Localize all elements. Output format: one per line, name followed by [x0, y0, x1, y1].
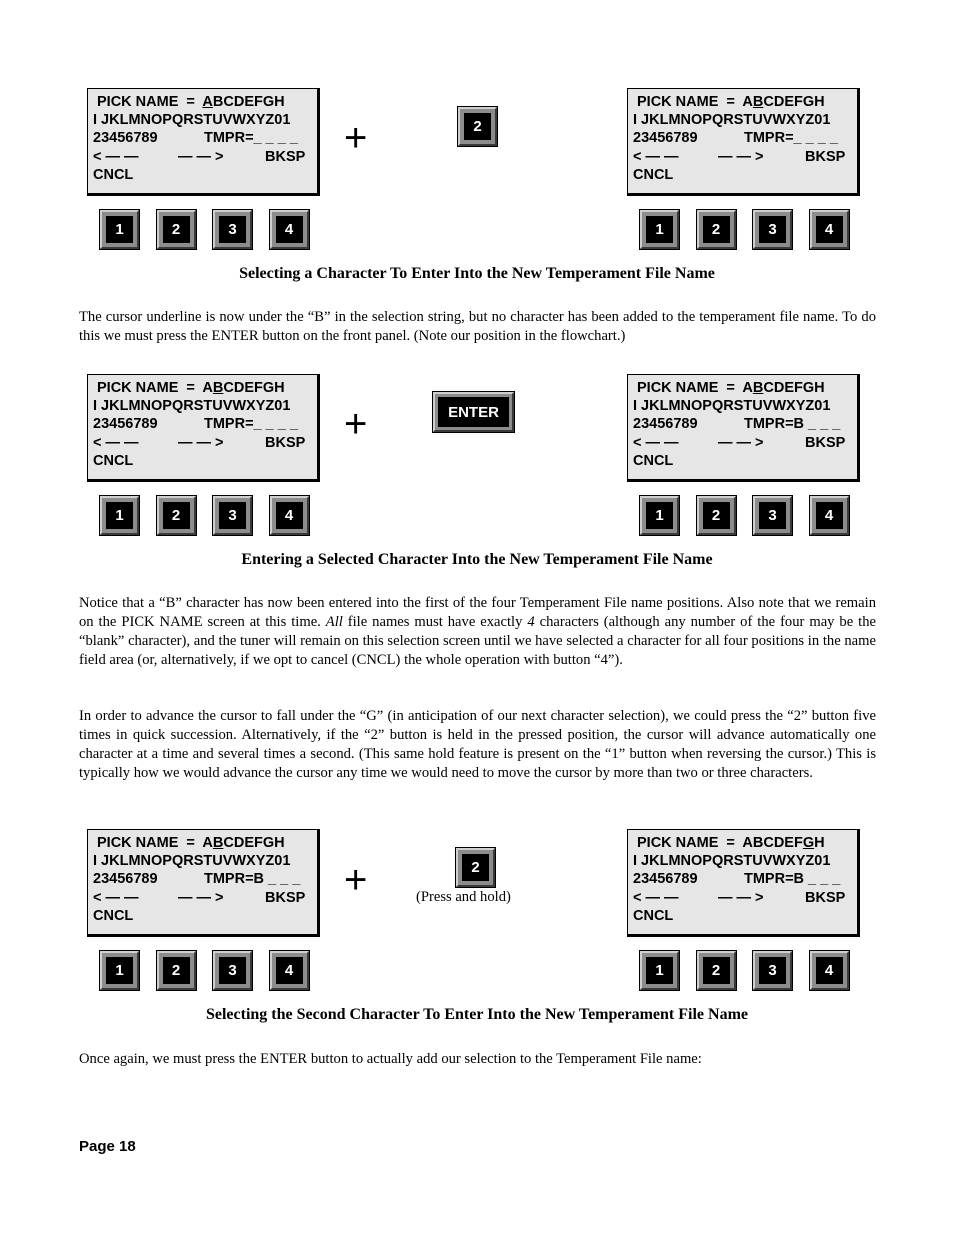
lcd-char-after-cursor: CDEFGH [763, 380, 825, 396]
keypad-button-4[interactable]: 4 [270, 951, 309, 990]
lcd-letters: I JKLMNOPQRSTUVWXYZ01 [93, 112, 291, 129]
figure-caption: Entering a Selected Character Into the New Temperament File Name [241, 551, 713, 568]
lcd-row-pick-name [93, 834, 317, 852]
plus-sign: + [344, 402, 368, 446]
lcd-tmpr-field: TMPR=_ _ _ _ [204, 130, 298, 147]
lcd-cncl: CNCL [93, 907, 134, 924]
lcd-nav-left: < — — [93, 889, 139, 906]
lcd-nav-left: < — — [93, 434, 139, 451]
lcd-char-after-cursor: CDEFGH [223, 380, 285, 396]
lcd-bksp: BKSP [265, 434, 306, 451]
lcd-row-numbers [93, 870, 317, 888]
lcd-row-letters [93, 397, 317, 415]
enter-button[interactable]: ENTER [433, 392, 514, 432]
keypad-button-3[interactable]: 3 [753, 951, 792, 990]
lcd-row-cancel [633, 166, 857, 184]
lcd-row-pick-name [93, 93, 317, 111]
keypad-button-3[interactable]: 3 [753, 210, 792, 249]
keypad-button-2[interactable]: 2 [697, 210, 736, 249]
lcd-row-nav [633, 889, 857, 907]
lcd-bksp: BKSP [805, 889, 846, 906]
lcd-display-after [627, 374, 860, 482]
lcd-cncl: CNCL [633, 907, 674, 924]
lcd-nav-left: < — — [633, 889, 679, 906]
lcd-row-numbers [93, 129, 317, 147]
lcd-row-numbers [633, 415, 857, 433]
button-2[interactable]: 2 [456, 848, 495, 887]
lcd-char-before-cursor: ABCDEF [742, 835, 803, 851]
keypad-button-2[interactable]: 2 [697, 496, 736, 535]
lcd-row-letters [93, 852, 317, 870]
paragraph: Notice that a “B” character has now been entered into the first of the four Temperament File name positions. Also note that we remain on the PICK NAME screen at this time. All file names must have exactly 4 characters (although any number of the four may be the “blank” character), and the tuner will remain on this selection screen until we have selected a character for all four positions in the name field area (or, alternatively, if we opt to cancel (CNCL) the whole operation with button “4”). [79, 595, 876, 669]
lcd-cncl: CNCL [93, 452, 134, 469]
lcd-numbers: 23456789 [93, 871, 158, 888]
keypad-button-4[interactable]: 4 [270, 496, 309, 535]
lcd-row-numbers [93, 415, 317, 433]
keypad-button-1[interactable]: 1 [100, 210, 139, 249]
lcd-pick-label: PICK NAME = [637, 835, 743, 851]
lcd-char-after-cursor: H [814, 835, 825, 851]
lcd-nav-left: < — — [633, 434, 679, 451]
lcd-tmpr-field: TMPR=B _ _ _ [204, 871, 301, 888]
lcd-row-letters [633, 852, 857, 870]
keypad-button-1[interactable]: 1 [640, 210, 679, 249]
lcd-char-after-cursor: BCDEFGH [212, 94, 285, 110]
lcd-cncl: CNCL [633, 452, 674, 469]
lcd-cursor-char: G [802, 835, 815, 851]
plus-sign: + [344, 858, 368, 902]
lcd-char-before-cursor: A [742, 380, 753, 396]
lcd-letters: I JKLMNOPQRSTUVWXYZ01 [93, 853, 291, 870]
keypad-button-4[interactable]: 4 [270, 210, 309, 249]
lcd-letters: I JKLMNOPQRSTUVWXYZ01 [93, 398, 291, 415]
keypad-button-3[interactable]: 3 [753, 496, 792, 535]
keypad-button-1[interactable]: 1 [640, 496, 679, 535]
lcd-letters: I JKLMNOPQRSTUVWXYZ01 [633, 112, 831, 129]
lcd-bksp: BKSP [805, 434, 846, 451]
lcd-row-letters [633, 111, 857, 129]
lcd-row-nav [93, 889, 317, 907]
lcd-pick-label: PICK NAME = [97, 94, 203, 110]
lcd-row-pick-name [93, 379, 317, 397]
press-and-hold-note: (Press and hold) [416, 889, 511, 905]
paragraph: The cursor underline is now under the “B” in the selection string, but no character has been added to the temperament file name. To do this we must press the ENTER button on the front panel. (Note our position in the flowchart.) [79, 309, 876, 345]
lcd-nav-right: — — > [178, 889, 224, 906]
lcd-row-letters [633, 397, 857, 415]
lcd-char-before-cursor: A [202, 835, 213, 851]
lcd-numbers: 23456789 [633, 130, 698, 147]
keypad-button-1[interactable]: 1 [640, 951, 679, 990]
lcd-row-nav [633, 148, 857, 166]
lcd-tmpr-field: TMPR=_ _ _ _ [204, 416, 298, 433]
lcd-nav-right: — — > [178, 148, 224, 165]
lcd-bksp: BKSP [265, 148, 306, 165]
figure-caption: Selecting the Second Character To Enter Into the New Temperament File Name [205, 1006, 748, 1023]
lcd-pick-label: PICK NAME = [97, 380, 203, 396]
keypad-button-3[interactable]: 3 [213, 496, 252, 535]
lcd-row-pick-name [633, 834, 857, 852]
keypad-button-4[interactable]: 4 [810, 951, 849, 990]
lcd-cncl: CNCL [93, 166, 134, 183]
figure-caption: Selecting a Character To Enter Into the New Temperament File Name [239, 265, 715, 282]
paragraph: In order to advance the cursor to fall under the “G” (in anticipation of our next character selection), we could press the “2” button five times in quick succession. Alternatively, if the “2” button is held in the pressed position, the cursor will advance automatically one character at a time and several times a second. (This same hold feature is present on the “1” button when reversing the cursor.) This is typically how we would advance the cursor any time we would need to move the cursor by more than two or three characters. [79, 708, 876, 782]
lcd-nav-right: — — > [178, 434, 224, 451]
lcd-numbers: 23456789 [633, 416, 698, 433]
lcd-char-before-cursor: A [742, 94, 753, 110]
lcd-row-pick-name [633, 93, 857, 111]
lcd-nav-left: < — — [93, 148, 139, 165]
lcd-bksp: BKSP [265, 889, 306, 906]
keypad-button-4[interactable]: 4 [810, 496, 849, 535]
lcd-row-cancel [93, 166, 317, 184]
lcd-numbers: 23456789 [633, 871, 698, 888]
lcd-row-cancel [93, 907, 317, 925]
keypad-button-3[interactable]: 3 [213, 951, 252, 990]
lcd-row-cancel [633, 907, 857, 925]
lcd-tmpr-field: TMPR=B _ _ _ [744, 416, 841, 433]
lcd-pick-label: PICK NAME = [637, 94, 743, 110]
lcd-tmpr-field: TMPR=B _ _ _ [744, 871, 841, 888]
lcd-cursor-char: A [202, 94, 213, 110]
lcd-pick-label: PICK NAME = [97, 835, 203, 851]
button-2[interactable]: 2 [458, 107, 497, 146]
keypad-button-3[interactable]: 3 [213, 210, 252, 249]
lcd-letters: I JKLMNOPQRSTUVWXYZ01 [633, 398, 831, 415]
lcd-bksp: BKSP [805, 148, 846, 165]
lcd-row-cancel [93, 452, 317, 470]
lcd-row-nav [633, 434, 857, 452]
lcd-tmpr-field: TMPR=_ _ _ _ [744, 130, 838, 147]
lcd-row-pick-name [633, 379, 857, 397]
lcd-char-before-cursor: A [202, 380, 213, 396]
lcd-char-after-cursor: CDEFGH [763, 94, 825, 110]
lcd-numbers: 23456789 [93, 416, 158, 433]
lcd-row-nav [93, 148, 317, 166]
lcd-row-cancel [633, 452, 857, 470]
keypad-button-1[interactable]: 1 [100, 496, 139, 535]
lcd-display-after [627, 829, 860, 937]
lcd-display-before [87, 88, 320, 196]
keypad-button-2[interactable]: 2 [157, 496, 196, 535]
page-number: Page 18 [79, 1138, 136, 1155]
lcd-row-numbers [633, 870, 857, 888]
lcd-pick-label: PICK NAME = [637, 380, 743, 396]
keypad-button-2[interactable]: 2 [157, 210, 196, 249]
keypad-button-2[interactable]: 2 [157, 951, 196, 990]
lcd-nav-right: — — > [718, 148, 764, 165]
lcd-cursor-char: B [212, 835, 224, 851]
lcd-cursor-char: B [752, 94, 764, 110]
lcd-numbers: 23456789 [93, 130, 158, 147]
lcd-display-before [87, 374, 320, 482]
lcd-cursor-char: B [752, 380, 764, 396]
paragraph: Once again, we must press the ENTER button to actually add our selection to the Temperament File name: [79, 1051, 702, 1067]
keypad-button-2[interactable]: 2 [697, 951, 736, 990]
lcd-row-letters [93, 111, 317, 129]
keypad-button-1[interactable]: 1 [100, 951, 139, 990]
lcd-cursor-char: B [212, 380, 224, 396]
lcd-char-after-cursor: CDEFGH [223, 835, 285, 851]
lcd-row-numbers [633, 129, 857, 147]
lcd-nav-left: < — — [633, 148, 679, 165]
lcd-cncl: CNCL [633, 166, 674, 183]
plus-sign: + [344, 116, 368, 160]
lcd-nav-right: — — > [718, 889, 764, 906]
lcd-nav-right: — — > [718, 434, 764, 451]
lcd-display-before [87, 829, 320, 937]
lcd-display-after [627, 88, 860, 196]
keypad-button-4[interactable]: 4 [810, 210, 849, 249]
lcd-row-nav [93, 434, 317, 452]
lcd-letters: I JKLMNOPQRSTUVWXYZ01 [633, 853, 831, 870]
